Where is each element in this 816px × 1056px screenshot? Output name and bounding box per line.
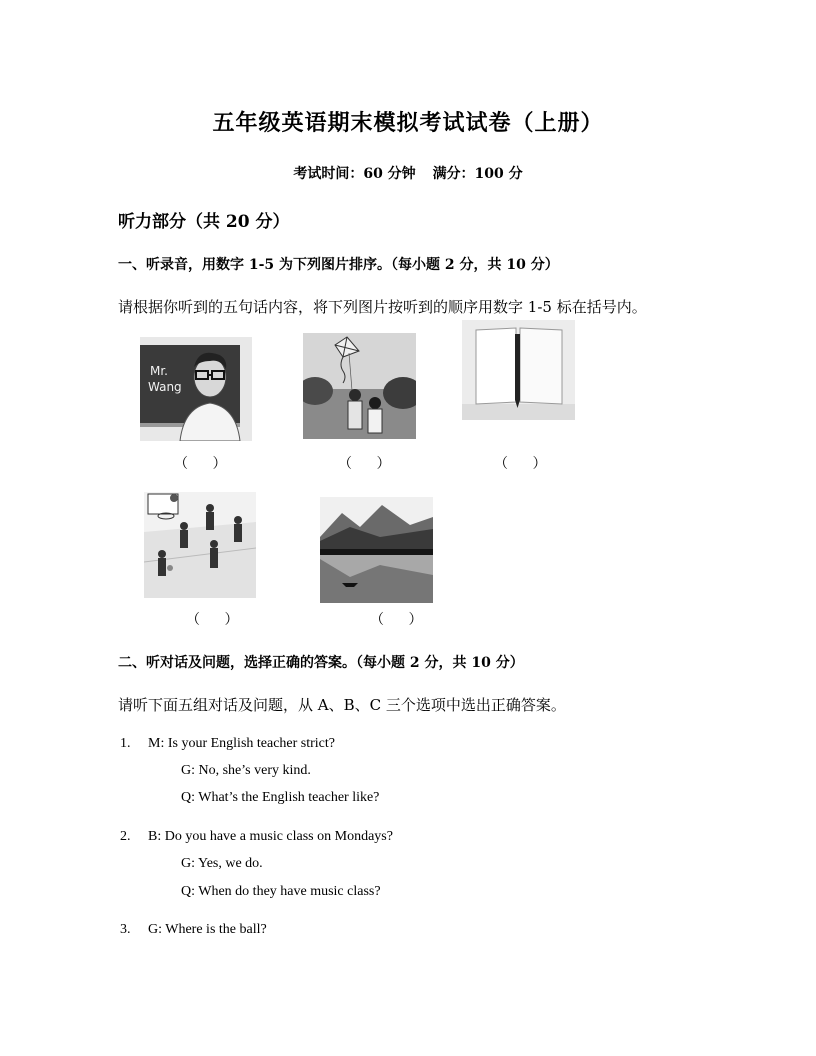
- exam-title: 五年级英语期末模拟考试试卷（上册）: [212, 110, 604, 136]
- item-2-line-1: B: Do you have a music class on Mondays?: [148, 829, 393, 844]
- answer-blank-3[interactable]: （ ）: [494, 456, 549, 472]
- picture-teacher: [140, 337, 252, 441]
- item-1-line-2: G: No, she’s very kind.: [181, 763, 311, 778]
- part1-instruction: 请根据你听到的五句话内容，将下列图片按听到的顺序用数字 1-5 标在括号内。: [118, 298, 647, 316]
- answer-blank-2[interactable]: （ ）: [338, 456, 393, 472]
- item-1-line-1: M: Is your English teacher strict?: [148, 736, 336, 751]
- item-1-line-3: Q: What’s the English teacher like?: [181, 790, 380, 805]
- item-3-number: 3.: [120, 922, 131, 937]
- item-1-number: 1.: [120, 736, 131, 751]
- answer-blank-1[interactable]: （ ）: [174, 456, 229, 472]
- picture-notebook: [462, 320, 575, 420]
- part2-heading: 二、听对话及问题，选择正确的答案。（每小题 2 分，共 10 分）: [118, 655, 524, 671]
- board-text-1: Mr.: [150, 364, 168, 378]
- part2-instruction: 请听下面五组对话及问题，从 A、B、C 三个选项中选出正确答案。: [118, 696, 566, 714]
- item-2-number: 2.: [120, 829, 131, 844]
- item-2-line-2: G: Yes, we do.: [181, 856, 263, 871]
- picture-lake: [320, 497, 433, 603]
- exam-time: 考试时间：60 分钟: [293, 166, 416, 182]
- listening-section-heading: 听力部分（共 20 分）: [118, 212, 290, 232]
- exam-subtitle: [0, 163, 816, 183]
- item-3-line-1: G: Where is the ball?: [148, 922, 267, 937]
- answer-blank-5[interactable]: （ ）: [370, 612, 425, 628]
- item-2-line-3: Q: When do they have music class?: [181, 884, 381, 899]
- answer-blank-4[interactable]: （ ）: [186, 612, 241, 628]
- part1-heading: 一、听录音，用数字 1-5 为下列图片排序。（每小题 2 分，共 10 分）: [118, 257, 559, 273]
- picture-kite: [303, 333, 416, 439]
- picture-basketball: [144, 492, 256, 598]
- board-text-2: Wang: [148, 380, 182, 394]
- exam-score: 满分：100 分: [432, 166, 523, 182]
